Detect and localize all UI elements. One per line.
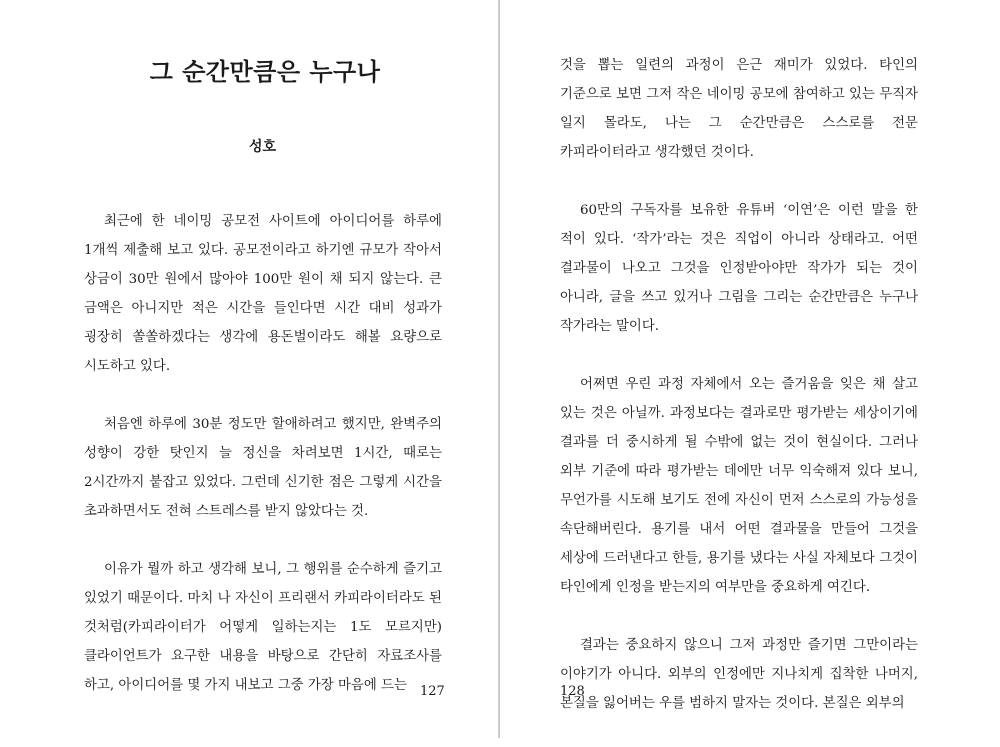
essay-title: 그 순간만큼은 누구나 <box>149 58 381 86</box>
paragraph: 이유가 뭘까 하고 생각해 보니, 그 행위를 순수하게 즐기고 있었기 때문이다. 마치 나 자신이 프리랜서 카피라이터라도 된 것처럼(카피라이터가 어떻게 일하는지는 1도 모르지만) 클라이언트가 요구한 내용을 바탕으로 간단히 자료조사를 하고, 아이디어를 몇 가지 내보고 그중 가장 마음에 드는 <box>84 562 442 693</box>
page-number-left: 127 <box>420 684 445 699</box>
paragraph: 최근에 한 네이밍 공모전 사이트에 아이디어를 하루에 1개씩 제출해 보고 있다. 공모전이라고 하기엔 규모가 작아서 상금이 30만 원에서 많아야 100만 원이 채 되지 않는다. 큰 금액은 아니지만 적은 시간을 들인다면 시간 대비 성과가 굉장히 쏠쏠하겠다는 생각에 용돈벌이라도 해볼 요량으로 시도하고 있다. <box>84 214 442 374</box>
author-name: 성호 <box>248 139 277 155</box>
paragraph: 어쩌면 우린 과정 자체에서 오는 즐거움을 잊은 채 살고 있는 것은 아닐까. 과정보다는 결과로만 평가받는 세상이기에 결과를 더 중시하게 될 수밖에 없는 것이 현실이다. 그러나 외부 기준에 따라 평가받는 데에만 너무 익숙해져 있다 보니, 무언가를 시도해 보기도 전에 자신이 먼저 스스로의 가능성을 속단해버린다. 용기를 내서 어떤 결과물을 만들어 그것을 세상에 드러낸다고 한들, 용기를 냈다는 사실 자체보다 그것이 타인에게 인정을 받는지의 여부만을 중요하게 여긴다. <box>560 377 918 595</box>
left-page-body <box>84 207 442 729</box>
paragraph: 결과는 중요하지 않으니 그저 과정만 즐기면 그만이라는 이야기가 아니다. 외부의 인정에만 지나치게 집착한 나머지, 본질을 잃어버는 우를 범하지 말자는 것이다. 본질은 외부의 <box>560 638 918 711</box>
right-page <box>500 0 1000 738</box>
left-page <box>0 0 498 738</box>
paragraph: 처음엔 하루에 30분 정도만 할애하려고 했지만, 완벽주의 성향이 강한 탓인지 늘 정신을 차려보면 1시간, 때로는 2시간까지 붙잡고 있었다. 그런데 신기한 점은 그렇게 시간을 초과하면서도 전혀 스트레스를 받지 않았다는 것. <box>84 417 442 519</box>
page-number-right: 128 <box>560 684 585 699</box>
right-page-body <box>560 51 918 747</box>
paragraph: 것을 뽑는 일련의 과정이 은근 재미가 있었다. 타인의 기준으로 보면 그저 작은 네이밍 공모에 참여하고 있는 무직자 일지 몰라도, 나는 그 순간만큼은 스스로를 전문 카피라이터라고 생각했던 것이다. <box>560 58 918 160</box>
paragraph: 60만의 구독자를 보유한 유튜버 ‘이연’은 이런 말을 한 적이 있다. ‘작가’라는 것은 직업이 아니라 상태라고. 어떤 결과물이 나오고 그것을 인정받아야만 작가가 되는 것이 아니라, 글을 쓰고 있거나 그림을 그리는 순간만큼은 누구나 작가라는 말이다. <box>560 203 918 334</box>
